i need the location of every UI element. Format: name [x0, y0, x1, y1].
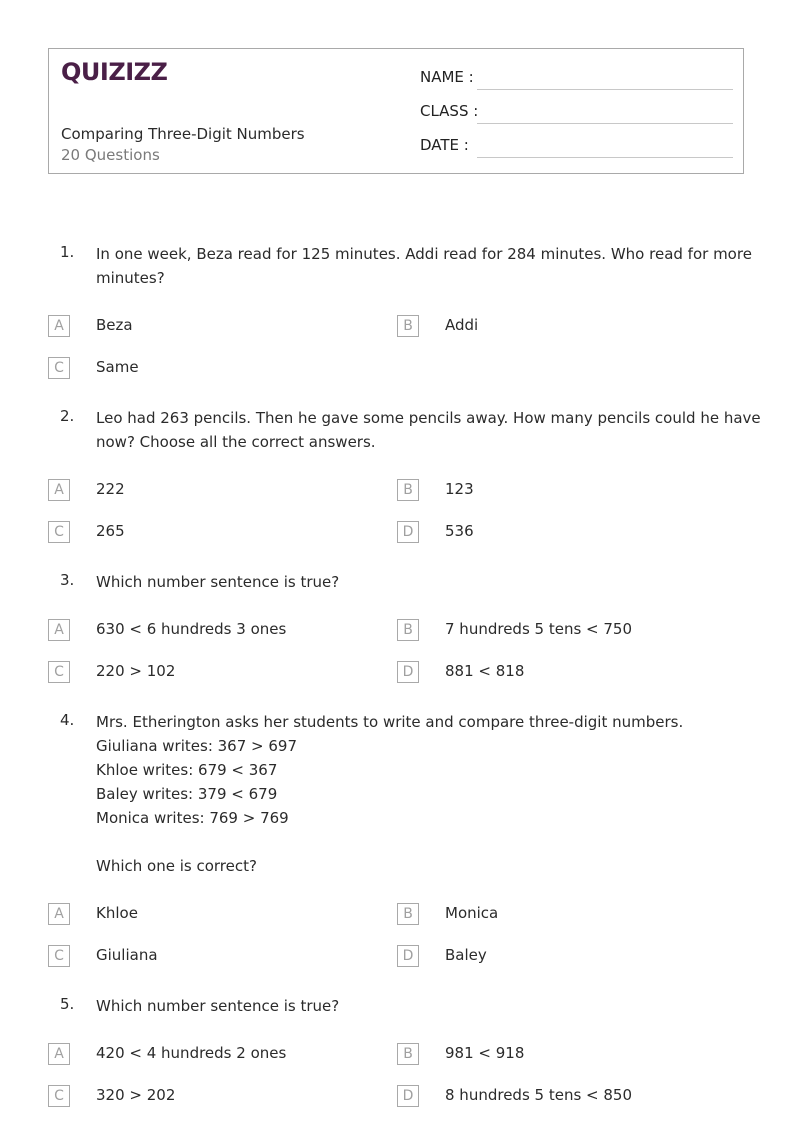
- option-letter-box[interactable]: B: [397, 1043, 419, 1065]
- option-text: Addi: [445, 316, 479, 334]
- option-text: Baley: [445, 946, 487, 964]
- question-line: Leo had 263 pencils. Then he gave some pencils away. How many pencils could he have: [96, 409, 761, 427]
- class-field[interactable]: [477, 123, 733, 124]
- name-label: NAME :: [420, 68, 474, 86]
- class-label: CLASS :: [420, 102, 479, 120]
- option-letter-box[interactable]: B: [397, 903, 419, 925]
- option-text: 265: [96, 522, 125, 540]
- question-number: 2.: [60, 407, 75, 425]
- option-letter-box[interactable]: D: [397, 945, 419, 967]
- question-number: 1.: [60, 243, 75, 261]
- option-text: Khloe: [96, 904, 138, 922]
- question-line: Which number sentence is true?: [96, 573, 340, 591]
- option-letter-box[interactable]: A: [48, 903, 70, 925]
- option-letter-box[interactable]: B: [397, 619, 419, 641]
- option-letter-box[interactable]: B: [397, 315, 419, 337]
- option-text: 536: [445, 522, 474, 540]
- question-line: Monica writes: 769 > 769: [96, 809, 289, 827]
- question-text: [96, 994, 746, 1018]
- option-text: 123: [445, 480, 474, 498]
- option-letter-box[interactable]: C: [48, 1085, 70, 1107]
- question-line: Giuliana writes: 367 > 697: [96, 737, 298, 755]
- question-text: [96, 710, 746, 878]
- question-number: 3.: [60, 571, 75, 589]
- option-letter-box[interactable]: C: [48, 661, 70, 683]
- question-number: 5.: [60, 995, 75, 1013]
- question-line: minutes?: [96, 269, 165, 287]
- question-line: now? Choose all the correct answers.: [96, 433, 376, 451]
- question-line: Which one is correct?: [96, 857, 257, 875]
- worksheet-header: [48, 48, 744, 174]
- name-field[interactable]: [477, 89, 733, 90]
- option-letter-box[interactable]: C: [48, 945, 70, 967]
- option-letter-box[interactable]: A: [48, 315, 70, 337]
- option-letter-box[interactable]: A: [48, 479, 70, 501]
- question-line: Khloe writes: 679 < 367: [96, 761, 278, 779]
- question-line: In one week, Beza read for 125 minutes. Addi read for 284 minutes. Who read for more: [96, 245, 752, 263]
- question-text: [96, 570, 746, 594]
- question-line: Which number sentence is true?: [96, 997, 340, 1015]
- question-number: 4.: [60, 711, 75, 729]
- option-text: 320 > 202: [96, 1086, 176, 1104]
- question-line: [96, 830, 746, 854]
- option-text: Same: [96, 358, 139, 376]
- option-letter-box[interactable]: B: [397, 479, 419, 501]
- question-line: Mrs. Etherington asks her students to write and compare three-digit numbers.: [96, 713, 684, 731]
- question-count: 20 Questions: [61, 146, 160, 164]
- option-text: 630 < 6 hundreds 3 ones: [96, 620, 287, 638]
- question-text: [96, 242, 752, 290]
- option-letter-box[interactable]: D: [397, 521, 419, 543]
- date-field[interactable]: [477, 157, 733, 158]
- option-letter-box[interactable]: A: [48, 619, 70, 641]
- option-text: 7 hundreds 5 tens < 750: [445, 620, 633, 638]
- option-text: 8 hundreds 5 tens < 850: [445, 1086, 633, 1104]
- date-label: DATE :: [420, 136, 469, 154]
- question-text: [96, 406, 761, 454]
- option-letter-box[interactable]: A: [48, 1043, 70, 1065]
- option-text: 981 < 918: [445, 1044, 525, 1062]
- option-letter-box[interactable]: D: [397, 661, 419, 683]
- option-text: Beza: [96, 316, 133, 334]
- option-text: Monica: [445, 904, 499, 922]
- option-text: Giuliana: [96, 946, 158, 964]
- option-text: 220 > 102: [96, 662, 176, 680]
- worksheet-title: Comparing Three-Digit Numbers: [61, 125, 305, 143]
- option-letter-box[interactable]: C: [48, 357, 70, 379]
- option-text: 420 < 4 hundreds 2 ones: [96, 1044, 287, 1062]
- option-text: 222: [96, 480, 125, 498]
- option-letter-box[interactable]: D: [397, 1085, 419, 1107]
- question-line: Baley writes: 379 < 679: [96, 785, 278, 803]
- option-letter-box[interactable]: C: [48, 521, 70, 543]
- option-text: 881 < 818: [445, 662, 525, 680]
- quizizz-logo: QUIZIZZ: [61, 58, 168, 86]
